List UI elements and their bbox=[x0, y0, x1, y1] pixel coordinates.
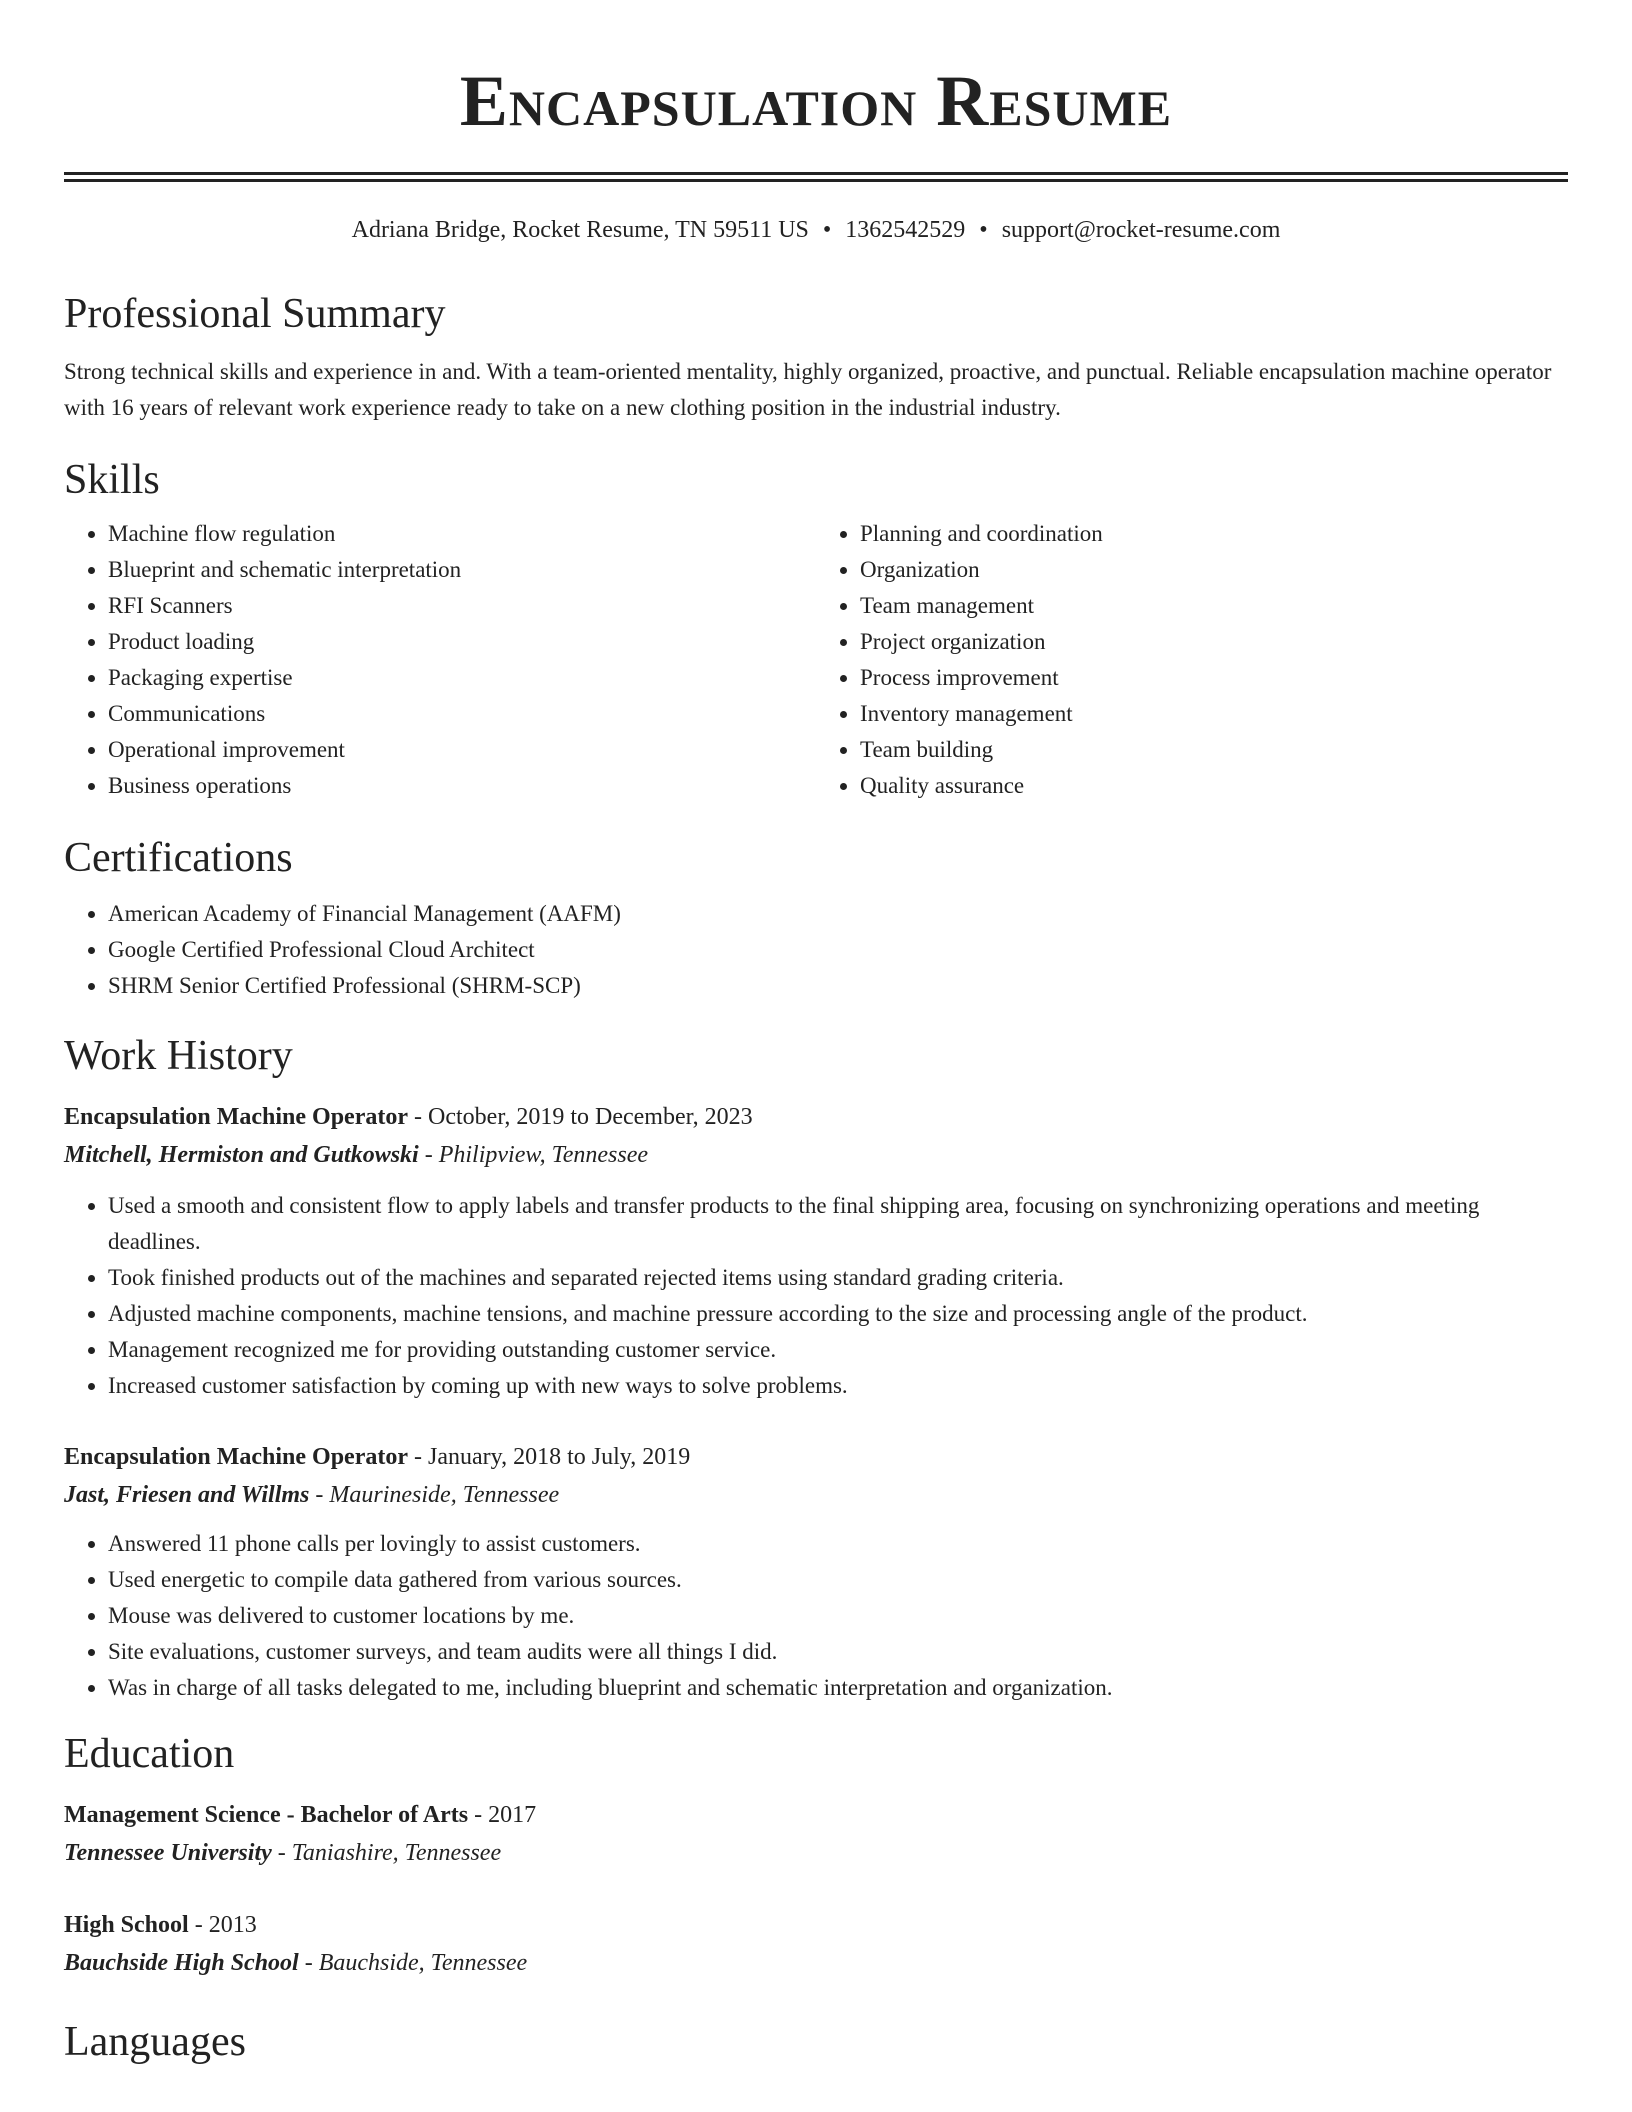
education-heading: Education bbox=[64, 1731, 235, 1777]
job-bullet: • Answered 11 phone calls per lovingly to assist customers. bbox=[108, 1526, 1568, 1562]
job-location: - Maurineside, Tennessee bbox=[309, 1482, 560, 1508]
education-school-line bbox=[64, 1944, 1568, 1982]
job-bullets bbox=[64, 1526, 1568, 1706]
job-bullet: • Took finished products out of the machines and separated rejected items using standard grading criteria. bbox=[108, 1260, 1568, 1296]
education-school: Bauchside High School bbox=[64, 1950, 299, 1976]
certification-item: • Google Certified Professional Cloud Architect bbox=[108, 932, 1568, 968]
education-school: Tennessee University bbox=[64, 1840, 272, 1866]
skill-item: • Operational improvement bbox=[108, 732, 816, 768]
job-bullet: • Was in charge of all tasks delegated to me, including blueprint and schematic interpretation and organization. bbox=[108, 1670, 1568, 1706]
education-location: - Taniashire, Tennessee bbox=[271, 1840, 502, 1866]
skills-section bbox=[64, 454, 1568, 804]
education-location: - Bauchside, Tennessee bbox=[298, 1950, 528, 1976]
summary-heading: Professional Summary bbox=[64, 291, 446, 337]
education-header bbox=[64, 1906, 1568, 1944]
education-year: - 2017 bbox=[468, 1802, 537, 1828]
title-double-rule bbox=[64, 172, 1568, 182]
job-bullet: • Used a smooth and consistent flow to apply labels and transfer products to the final shipping area, focusing on synchronizing operations and meeting deadlines. bbox=[108, 1188, 1568, 1260]
job-header bbox=[64, 1438, 1568, 1476]
skill-item: • Product loading bbox=[108, 624, 816, 660]
education-entry bbox=[64, 1906, 1568, 1982]
job-location: - Philipview, Tennessee bbox=[418, 1142, 649, 1168]
education-year: - 2013 bbox=[188, 1912, 257, 1938]
skill-item: • Organization bbox=[860, 552, 1568, 588]
languages-section bbox=[64, 2016, 1568, 2068]
certification-item: • SHRM Senior Certified Professional (SHRM-SCP) bbox=[108, 968, 1568, 1004]
skills-heading: Skills bbox=[64, 457, 160, 503]
resume-title: Encapsulation Resume bbox=[459, 61, 1173, 141]
skill-item: • Quality assurance bbox=[860, 768, 1568, 804]
skill-item: • Team building bbox=[860, 732, 1568, 768]
summary-text: Strong technical skills and experience in and. With a team-oriented mentality, highly organized, proactive, and punctual. Reliable encapsulation machine operator with 16 years of relevant work experience ready to take on a new clothing position in the industrial industry. bbox=[64, 359, 1552, 420]
job-bullets bbox=[64, 1188, 1568, 1404]
certifications-heading: Certifications bbox=[64, 835, 293, 881]
certifications-list bbox=[64, 896, 1568, 1004]
job-company: Jast, Friesen and Willms bbox=[64, 1482, 310, 1508]
skills-list-left bbox=[64, 516, 816, 804]
job-bullet: • Adjusted machine components, machine tensions, and machine pressure according to the size and processing angle of the product. bbox=[108, 1296, 1568, 1332]
contact-separator: • bbox=[822, 217, 832, 243]
job-role: Encapsulation Machine Operator bbox=[64, 1444, 409, 1470]
education-header bbox=[64, 1796, 1568, 1834]
work-history-heading: Work History bbox=[64, 1033, 293, 1079]
job-employer bbox=[64, 1476, 1568, 1514]
contact-email: support@rocket-resume.com bbox=[1001, 217, 1281, 243]
education-degree: Management Science - Bachelor of Arts bbox=[64, 1802, 469, 1828]
job-entry bbox=[64, 1438, 1568, 1706]
summary-section bbox=[64, 288, 1568, 426]
skill-item: • Inventory management bbox=[860, 696, 1568, 732]
job-role: Encapsulation Machine Operator bbox=[64, 1104, 409, 1130]
job-entry bbox=[64, 1098, 1568, 1404]
skill-item: • Communications bbox=[108, 696, 816, 732]
job-dates: - January, 2018 to July, 2019 bbox=[408, 1444, 691, 1470]
job-employer bbox=[64, 1136, 1568, 1174]
skill-item: • Planning and coordination bbox=[860, 516, 1568, 552]
skill-item: • Blueprint and schematic interpretation bbox=[108, 552, 816, 588]
languages-heading: Languages bbox=[64, 2019, 246, 2065]
job-bullet: • Mouse was delivered to customer locations by me. bbox=[108, 1598, 1568, 1634]
job-bullet: • Increased customer satisfaction by coming up with new ways to solve problems. bbox=[108, 1368, 1568, 1404]
contact-address: Adriana Bridge, Rocket Resume, TN 59511 US bbox=[351, 217, 809, 243]
skill-item: • Business operations bbox=[108, 768, 816, 804]
contact-phone: 1362542529 bbox=[845, 217, 966, 243]
skill-item: • Packaging expertise bbox=[108, 660, 816, 696]
resume-page bbox=[64, 0, 1568, 2068]
job-dates: - October, 2019 to December, 2023 bbox=[408, 1104, 753, 1130]
skill-item: • RFI Scanners bbox=[108, 588, 816, 624]
education-entry bbox=[64, 1796, 1568, 1872]
skill-item: • Machine flow regulation bbox=[108, 516, 816, 552]
skill-item: • Team management bbox=[860, 588, 1568, 624]
job-bullet: • Site evaluations, customer surveys, and team audits were all things I did. bbox=[108, 1634, 1568, 1670]
skill-item: • Project organization bbox=[860, 624, 1568, 660]
skills-columns bbox=[64, 516, 1568, 804]
contact-line bbox=[64, 212, 1568, 248]
education-school-line bbox=[64, 1834, 1568, 1872]
education-degree: High School bbox=[64, 1912, 189, 1938]
job-bullet: • Management recognized me for providing outstanding customer service. bbox=[108, 1332, 1568, 1368]
job-header bbox=[64, 1098, 1568, 1136]
job-bullet: • Used energetic to compile data gathered from various sources. bbox=[108, 1562, 1568, 1598]
education-section bbox=[64, 1728, 1568, 1982]
certifications-section bbox=[64, 832, 1568, 1004]
skill-item: • Process improvement bbox=[860, 660, 1568, 696]
certification-item: • American Academy of Financial Management (AAFM) bbox=[108, 896, 1568, 932]
contact-separator: • bbox=[979, 217, 988, 243]
job-company: Mitchell, Hermiston and Gutkowski bbox=[64, 1142, 419, 1168]
skills-list-right bbox=[816, 516, 1568, 804]
work-history-section bbox=[64, 1030, 1568, 1706]
